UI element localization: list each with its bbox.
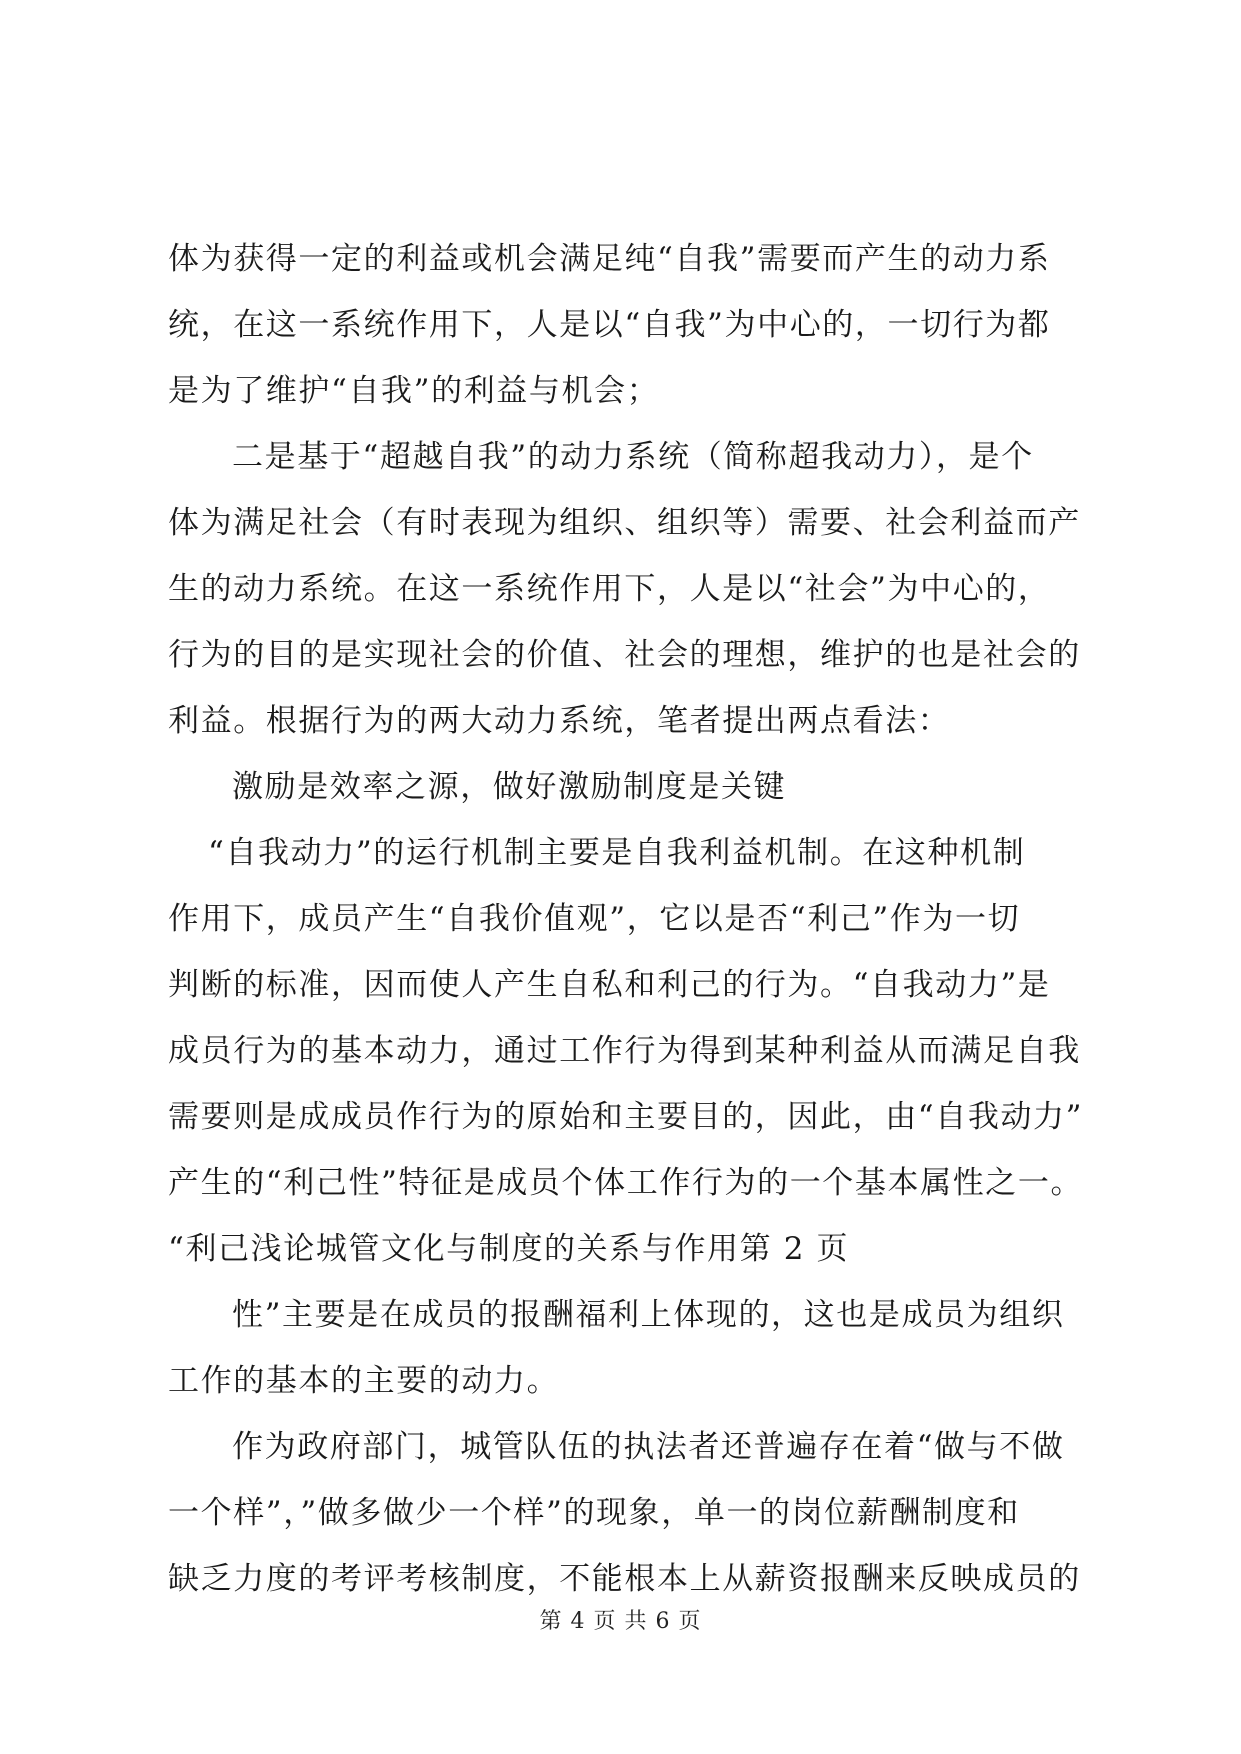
paragraph-start-line: “自我动力”的运行机制主要是自我利益机制。在这种机制 [208,835,1026,871]
text-line: 行为的目的是实现社会的价值、社会的理想，维护的也是社会的 [168,637,1081,673]
text-line: 生的动力系统。在这一系统作用下，人是以“社会”为中心的， [168,571,1051,607]
section-heading: 激励是效率之源，做好激励制度是关键 [232,769,787,805]
text-line: 体为获得一定的利益或机会满足纯“自我”需要而产生的动力系 [168,241,1051,277]
text-line: 统，在这一系统作用下，人是以“自我”为中心的，一切行为都 [168,307,1051,343]
text-line: 判断的标准，因而使人产生自私和利己的行为。“自我动力”是 [168,967,1051,1003]
text-line: 工作的基本的主要的动力。 [168,1363,560,1399]
text-line: 体为满足社会（有时表现为组织、组织等）需要、社会利益而产 [168,505,1081,541]
text-line: 缺乏力度的考评考核制度，不能根本上从薪资报酬来反映成员的 [168,1561,1081,1597]
text-line: 产生的“利己性”特征是成员个体工作行为的一个基本属性之一。 [168,1165,1084,1201]
text-line: “利己浅论城管文化与制度的关系与作用第 2 页 [168,1231,850,1267]
text-line: 利益。根据行为的两大动力系统，笔者提出两点看法： [168,703,951,739]
paragraph-start-line: 作为政府部门，城管队伍的执法者还普遍存在着“做与不做 [232,1429,1065,1465]
paragraph-start-line: 性”主要是在成员的报酬福利上体现的，这也是成员为组织 [232,1297,1065,1333]
body-text [168,226,1088,1612]
paragraph-start-line: 二是基于“超越自我”的动力系统（简称超我动力），是个 [232,439,1034,475]
text-line: 是为了维护“自我”的利益与机会； [168,373,660,409]
text-line: 作用下，成员产生“自我价值观”，它以是否“利己”作为一切 [168,901,1021,937]
text-line: 成员行为的基本动力，通过工作行为得到某种利益从而满足自我 [168,1033,1081,1069]
text-line: 一个样”，”做多做少一个样”的现象，单一的岗位薪酬制度和 [168,1495,1020,1531]
page-number-footer: 第 4 页 共 6 页 [539,1609,702,1634]
text-line: 需要则是成成员作行为的原始和主要目的，因此，由“自我动力” [168,1099,1084,1135]
